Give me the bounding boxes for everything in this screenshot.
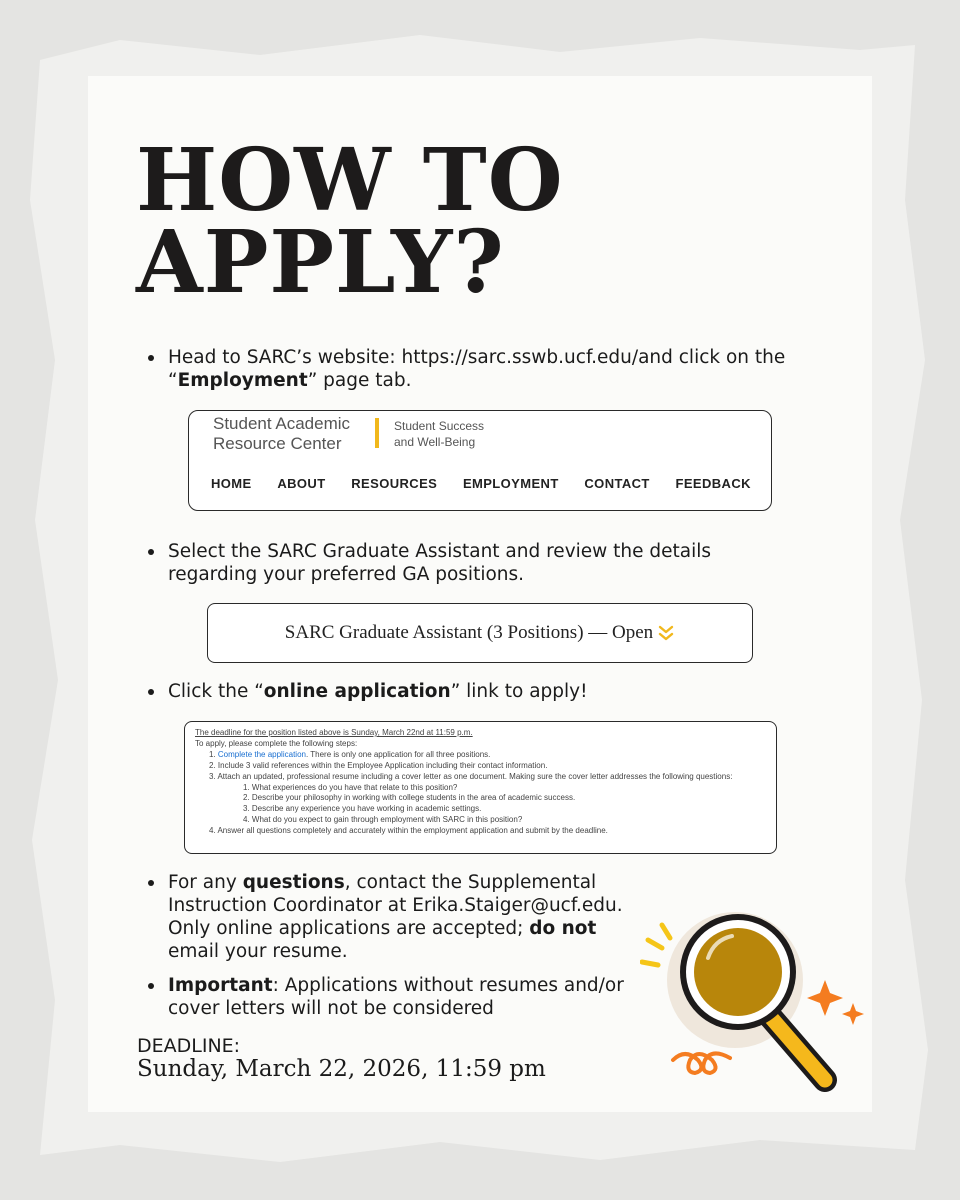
app-intro: To apply, please complete the following steps: xyxy=(195,738,358,748)
site-subtitle-line-2: and Well-Being xyxy=(394,435,476,449)
nav-item-contact: CONTACT xyxy=(584,476,650,491)
site-title-line-1: Student Academic xyxy=(213,414,351,433)
app-question-1: 1. What experiences do you have that relate to this position? xyxy=(243,782,458,792)
site-title-line-2: Resource Center xyxy=(213,434,342,453)
deadline-label: DEADLINE: xyxy=(137,1035,241,1057)
app-step-3: 3. Attach an updated, professional resume including a cover letter as one document. Making sure the cover letter addresses the following questions: xyxy=(209,771,733,781)
step-3-bold: online application xyxy=(263,681,451,702)
step-4-bold-do-not: do not xyxy=(529,918,597,939)
app-question-3: 3. Describe any experience you have working in academic settings. xyxy=(243,804,482,814)
step-4-text-end: email your resume. xyxy=(168,941,348,962)
app-step-1-num: 1. xyxy=(209,749,216,759)
title-line-1: HOW TO xyxy=(136,130,564,231)
complete-application-link: Complete the application xyxy=(217,749,306,759)
nav-item-home: HOME xyxy=(211,476,252,491)
step-5-text: : Applications without resumes and/or cover letters will not be considered xyxy=(168,975,624,1019)
app-step-1-rest: . There is only one application for all three positions. xyxy=(305,749,491,759)
step-1-bullet xyxy=(168,346,788,392)
step-1-text-end: ” page tab. xyxy=(307,370,412,391)
application-steps-screenshot xyxy=(184,721,777,854)
site-nav-menu xyxy=(211,476,751,491)
step-4-bullet xyxy=(168,871,648,963)
step-4-bold-questions: questions xyxy=(242,872,345,893)
step-5-bold: Important xyxy=(168,975,273,996)
ga-position-screenshot xyxy=(207,603,753,663)
step-1-bold: Employment xyxy=(177,370,308,391)
app-step-1 xyxy=(195,750,766,761)
ga-position-label: SARC Graduate Assistant (3 Positions) — Open xyxy=(284,622,654,643)
site-subtitle-line-1: Student Success xyxy=(394,419,485,433)
step-3-text-end: ” link to apply! xyxy=(450,681,588,702)
app-question-2: 2. Describe your philosophy in working with college students in the area of academic success. xyxy=(243,793,576,803)
nav-item-resources: RESOURCES xyxy=(351,476,438,491)
magnifying-glass-icon xyxy=(640,910,870,1110)
app-question-4: 4. What do you expect to gain through employment with SARC in this position? xyxy=(243,815,523,825)
step-2-bullet xyxy=(168,540,788,586)
step-5-bullet xyxy=(168,974,648,1020)
nav-item-employment: EMPLOYMENT xyxy=(462,476,559,491)
app-step-4: 4. Answer all questions completely and accurately within the employment application and submit by the deadline. xyxy=(209,826,608,836)
sarc-website-screenshot xyxy=(188,410,772,511)
site-title xyxy=(213,414,350,454)
site-subtitle xyxy=(394,418,484,450)
title-line-2: APPLY? xyxy=(136,212,505,313)
page-title xyxy=(136,130,756,313)
app-step-2: 2. Include 3 valid references within the Employee Application including their contact information. xyxy=(209,760,548,770)
step-4-text: For any xyxy=(168,872,243,893)
deadline-value: Sunday, March 22, 2026, 11:59 pm xyxy=(137,1056,546,1082)
step-4-text-mid: , contact the Supplemental Instruction Coordinator at Erika.Staiger@ucf.edu. Only online applications are accepted; xyxy=(168,872,623,939)
nav-item-feedback: FEEDBACK xyxy=(675,476,751,491)
accent-divider xyxy=(375,418,379,448)
double-chevron-down-icon xyxy=(657,624,675,642)
step-3-text: Click the “ xyxy=(168,681,264,702)
nav-item-about: ABOUT xyxy=(277,476,326,491)
step-1-text: Head to SARC’s website: https://sarc.sswb.ucf.edu/and click on the “ xyxy=(168,347,786,391)
step-2-text: Select the SARC Graduate Assistant and review the details regarding your preferred GA positions. xyxy=(168,541,712,585)
app-deadline-line: The deadline for the position listed above is Sunday, March 22nd at 11:59 p.m. xyxy=(195,728,473,737)
step-3-bullet xyxy=(168,680,788,703)
